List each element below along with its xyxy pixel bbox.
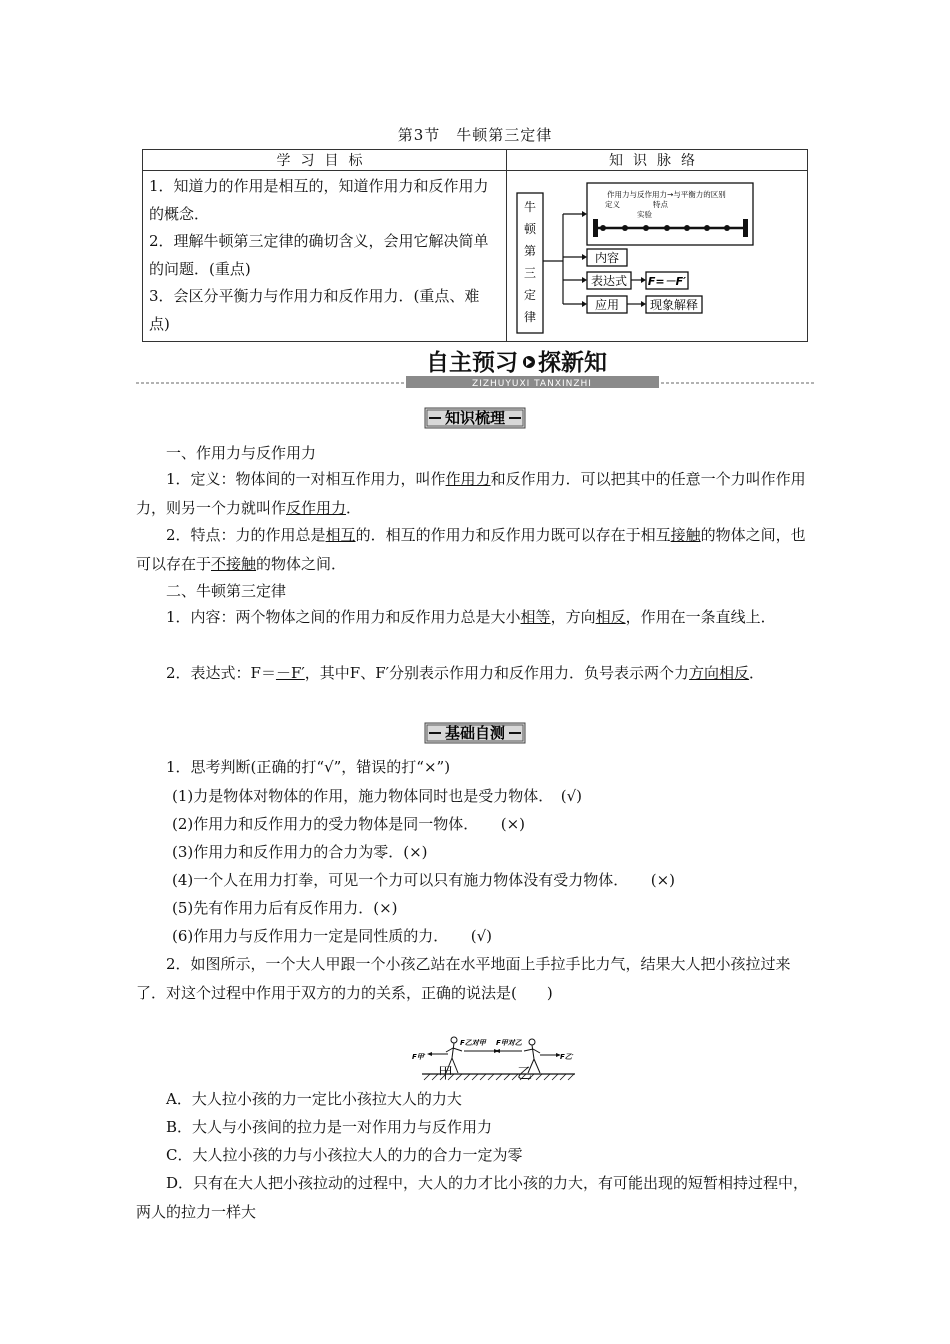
map-box-expression: 表达式 bbox=[590, 274, 628, 288]
root-char: 定 bbox=[523, 288, 537, 302]
question-2: 2．如图所示，一个大人甲跟一个小孩乙站在水平地面上手拉手比力气，结果大人把小孩拉过来了．对这个过程中作用于双方的力的关系，正确的说法是( ) bbox=[136, 955, 791, 1002]
heading-third-law: 二、牛顿第三定律 bbox=[166, 582, 287, 600]
judgement-item: (6)作用力与反作用力一定是同性质的力． (√) bbox=[172, 927, 493, 945]
map-box-content: 内容 bbox=[594, 251, 620, 265]
map-top-line2: 定义 bbox=[605, 200, 620, 209]
answer-blank: 接触 bbox=[670, 526, 701, 544]
knowledge-map-diagram bbox=[507, 171, 807, 339]
table-head-map: 知识脉络 bbox=[507, 150, 808, 171]
judgement-item: (2)作用力和反作用力的受力物体是同一物体． (×) bbox=[172, 815, 526, 833]
root-char: 牛 bbox=[523, 200, 537, 214]
section-title: 基础自测 bbox=[444, 724, 506, 742]
heading-action-reaction: 一、作用力与反作用力 bbox=[166, 444, 317, 462]
goal-item: 3．会区分平衡力与作用力和反作用力．(重点、难点) bbox=[149, 287, 480, 333]
answer-blank: －F′ bbox=[275, 664, 305, 682]
option-a: A．大人拉小孩的力一定比小孩拉大人的力大 bbox=[166, 1090, 462, 1108]
map-box-formula: F=－F′ bbox=[647, 275, 687, 288]
banner-right-text: 探新知 bbox=[538, 350, 607, 376]
map-box-application: 应用 bbox=[594, 298, 620, 312]
root-char: 律 bbox=[523, 310, 537, 324]
root-char: 第 bbox=[523, 244, 537, 258]
objectives-table bbox=[142, 149, 808, 342]
force-label: F乙对甲 bbox=[460, 1039, 486, 1047]
map-top-line4: 实验 bbox=[637, 210, 652, 219]
learning-goals bbox=[143, 171, 507, 342]
law-content-paragraph: 1．内容：两个物体之间的作用力和反作用力总是大小相等，方向相反，作用在一条直线上． bbox=[166, 608, 776, 626]
answer-blank: 相反 bbox=[595, 608, 626, 626]
section-title: 知识梳理 bbox=[444, 409, 506, 427]
answer-blank: 作用力 bbox=[445, 470, 491, 488]
tug-figure bbox=[410, 1034, 580, 1086]
answer-blank: 相等 bbox=[520, 608, 551, 626]
option-d: D．只有在大人把小孩拉动的过程中，大人的力才比小孩的力大，有可能出现的短暂相持过程中，两人的拉力一样大 bbox=[136, 1174, 809, 1221]
question-1: 1．思考判断(正确的打“√”，错误的打“×”) bbox=[166, 758, 451, 776]
option-b: B．大人与小孩间的拉力是一对作用力与反作用力 bbox=[166, 1118, 493, 1136]
root-char: 顿 bbox=[523, 222, 537, 236]
root-char: 三 bbox=[523, 266, 537, 280]
force-label: F乙′ bbox=[560, 1053, 574, 1061]
goal-item: 1．知道力的作用是相互的，知道作用力和反作用力的概念． bbox=[149, 177, 489, 223]
answer-blank: 不接触 bbox=[211, 554, 257, 573]
table-head-goals: 学习目标 bbox=[143, 150, 507, 171]
force-label: F甲′ bbox=[412, 1053, 426, 1061]
map-top-line1: 作用力与反作用力→与平衡力的区别 bbox=[607, 190, 726, 199]
section-banner bbox=[136, 343, 816, 389]
map-top-line3: 特点 bbox=[653, 200, 668, 209]
judgement-item: (1)力是物体对物体的作用，施力物体同时也是受力物体． (√) bbox=[172, 787, 583, 805]
section-heading-selftest bbox=[0, 722, 950, 744]
page-title: 第3节 牛顿第三定律 bbox=[397, 126, 553, 144]
banner-left-text: 自主预习 bbox=[426, 350, 518, 376]
feature-paragraph: 2．特点：力的作用总是相互的．相互的作用力和反作用力既可以存在于相互接触的物体之间，也可以存在于不接触的物体之间． bbox=[136, 526, 806, 573]
force-label: F甲对乙 bbox=[496, 1039, 522, 1047]
section-heading-knowledge bbox=[0, 407, 950, 429]
knowledge-map bbox=[507, 171, 808, 342]
map-box-phenomenon: 现象解释 bbox=[649, 298, 699, 312]
answer-blank: 相互 bbox=[325, 526, 356, 544]
banner-pinyin: ZIZHUYUXI TANXINZHI bbox=[472, 379, 592, 389]
figure-label-yi: 乙 bbox=[517, 1064, 533, 1082]
judgement-item: (4)一个人在用力打拳，可见一个力可以只有施力物体没有受力物体． (×) bbox=[172, 871, 676, 889]
answer-blank: 方向相反 bbox=[689, 664, 750, 682]
judgement-item: (5)先有作用力后有反作用力．(×) bbox=[172, 899, 398, 917]
definition-paragraph: 1．定义：物体间的一对相互作用力，叫作作用力和反作用力．可以把其中的任意一个力叫作作用力，则另一个力就叫作反作用力． bbox=[136, 470, 806, 517]
option-c: C．大人拉小孩的力与小孩拉大人的力的合力一定为零 bbox=[166, 1146, 523, 1164]
goal-item: 2．理解牛顿第三定律的确切含义，会用它解决简单的问题．(重点) bbox=[149, 232, 489, 278]
answer-blank: 反作用力 bbox=[286, 498, 347, 517]
figure-label-jia: 甲 bbox=[438, 1064, 454, 1082]
expression-paragraph: 2．表达式：F＝－F′，其中F、F′分别表示作用力和反作用力．负号表示两个力方向相反． bbox=[166, 664, 765, 682]
judgement-item: (3)作用力和反作用力的合力为零．(×) bbox=[172, 843, 428, 861]
